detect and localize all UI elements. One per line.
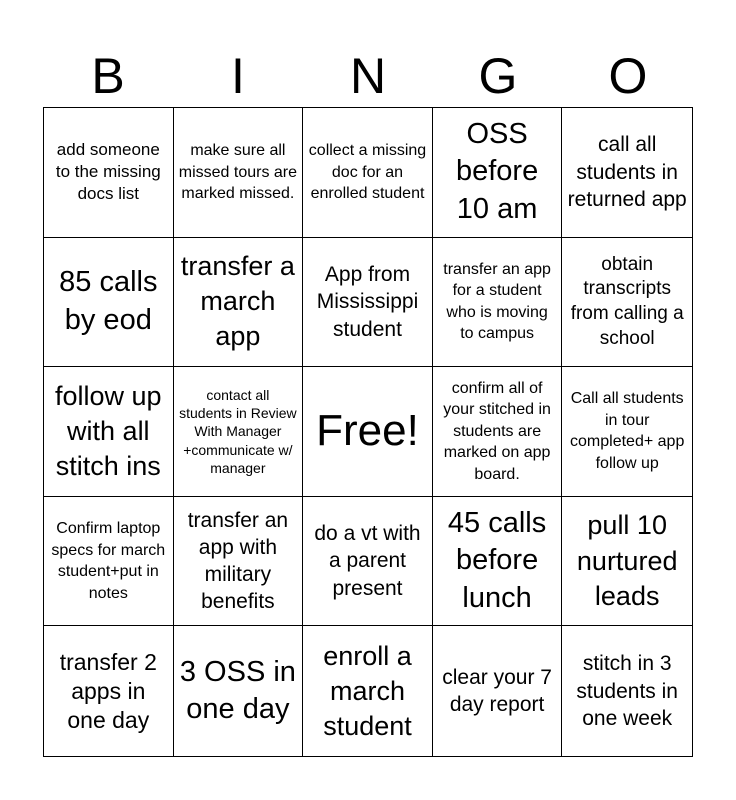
- cell-text: Confirm laptop specs for march student+put in notes: [51, 519, 166, 602]
- bingo-cell[interactable]: [562, 367, 692, 497]
- bingo-cell[interactable]: [433, 497, 563, 627]
- bingo-cell[interactable]: [303, 238, 433, 368]
- header-letter-g: G: [478, 48, 518, 104]
- bingo-cell[interactable]: [44, 367, 174, 497]
- cell-text: OSS before 10 am: [455, 117, 539, 226]
- cell-text: Call all students in tour completed+ app follow up: [570, 390, 685, 473]
- cell-text: pull 10 nurtured leads: [576, 510, 678, 611]
- header-letter-b: B: [91, 48, 125, 104]
- free-space-cell[interactable]: [303, 367, 433, 497]
- cell-text: do a vt with a parent present: [314, 522, 421, 600]
- cell-text: add someone to the missing docs list: [55, 140, 161, 204]
- bingo-cell[interactable]: [174, 626, 304, 756]
- cell-text: transfer a march app: [180, 251, 295, 352]
- cell-text: make sure all missed tours are marked missed.: [178, 141, 298, 203]
- cell-text: transfer an app for a student who is moving to campus: [443, 260, 551, 343]
- bingo-cell[interactable]: [433, 238, 563, 368]
- bingo-cell[interactable]: [303, 626, 433, 756]
- bingo-cell[interactable]: [44, 626, 174, 756]
- cell-text: contact all students in Review With Manager +communicate w/ manager: [179, 387, 297, 476]
- bingo-cell[interactable]: [44, 497, 174, 627]
- bingo-cell[interactable]: [44, 108, 174, 238]
- cell-text: 85 calls by eod: [59, 266, 158, 336]
- bingo-cell[interactable]: [303, 108, 433, 238]
- header-letter-n: N: [349, 48, 387, 104]
- bingo-cell[interactable]: [174, 497, 304, 627]
- bingo-cell[interactable]: [562, 238, 692, 368]
- bingo-cell[interactable]: [562, 497, 692, 627]
- cell-text: enroll a march student: [323, 640, 412, 741]
- cell-text: App from Mississippi student: [316, 262, 419, 341]
- cell-text: clear your 7 day report: [442, 665, 552, 717]
- cell-text: obtain transcripts from calling a school: [570, 253, 684, 349]
- free-space-label: Free!: [316, 406, 419, 456]
- bingo-board: [43, 107, 693, 757]
- cell-text: call all students in returned app: [567, 133, 687, 211]
- bingo-cell[interactable]: [303, 497, 433, 627]
- cell-text: stitch in 3 students in one week: [576, 652, 678, 730]
- cell-text: 45 calls before lunch: [447, 506, 547, 614]
- bingo-cell[interactable]: [433, 108, 563, 238]
- cell-text: confirm all of your stitched in students are marked on app board.: [443, 379, 551, 483]
- bingo-cell[interactable]: [433, 367, 563, 497]
- bingo-cell[interactable]: [174, 367, 304, 497]
- header-letter-i: I: [231, 48, 245, 104]
- cell-text: 3 OSS in one day: [179, 655, 296, 726]
- cell-text: collect a missing doc for an enrolled student: [308, 141, 427, 203]
- cell-text: transfer 2 apps in one day: [59, 649, 157, 733]
- bingo-header: [43, 46, 693, 106]
- cell-text: transfer an app with military benefits: [187, 508, 289, 614]
- bingo-cell[interactable]: [562, 626, 692, 756]
- bingo-cell[interactable]: [433, 626, 563, 756]
- cell-text: follow up with all stitch ins: [55, 380, 162, 482]
- bingo-cell[interactable]: [174, 238, 304, 368]
- bingo-cell[interactable]: [44, 238, 174, 368]
- bingo-cell[interactable]: [174, 108, 304, 238]
- header-letter-o: O: [608, 48, 648, 104]
- bingo-cell[interactable]: [562, 108, 692, 238]
